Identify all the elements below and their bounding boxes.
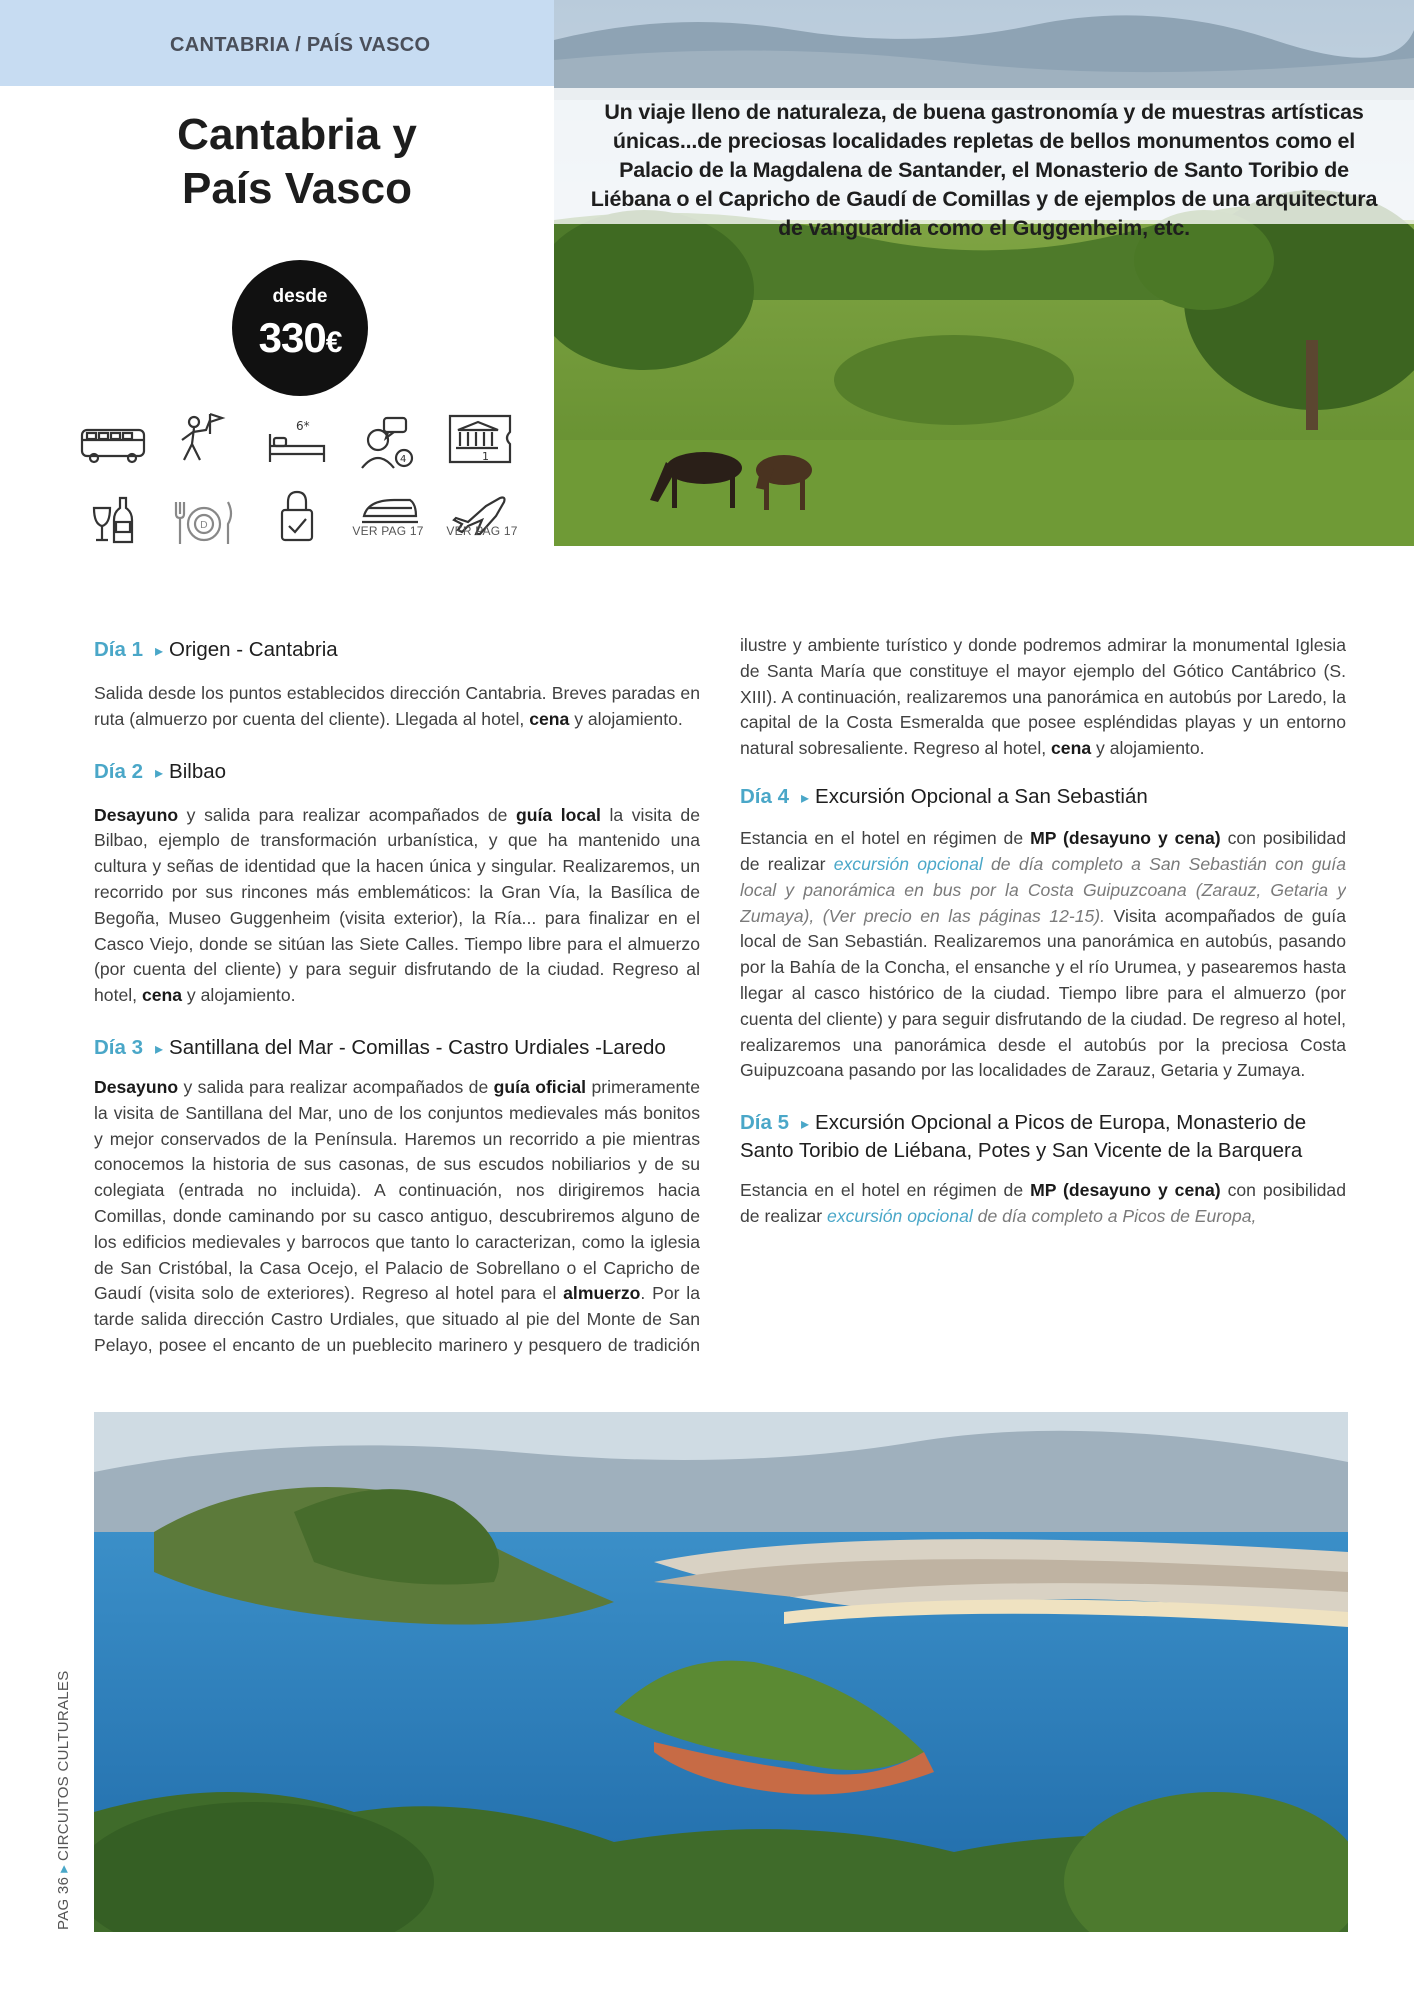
page-title: [120, 108, 474, 216]
day-3-text-overflow: ilustre y ambiente turístico y donde podremos admirar la monumental Iglesia de Santa María que constituye el mayor ejemplo del Gótico Cantábrico (S. XIII). A continuación, realizaremos una panorámica en autobús por Laredo, la capital de la Costa Esmeralda que posee espléndidas playas y un entorno natural sobresaliente. Regreso al hotel, cena y alojamiento.: [740, 634, 1346, 759]
day-3-title: Santillana del Mar - Comillas - Castro Urdiales -Laredo: [169, 1035, 666, 1059]
itinerary-right-column: [740, 633, 1346, 1373]
price-currency: €: [325, 326, 342, 359]
svg-text:1: 1: [482, 450, 489, 463]
hero-landscape-image: [554, 0, 1414, 546]
insurance-lock-icon: [262, 488, 332, 548]
chevron-right-icon: ▸: [55, 1864, 72, 1873]
chevron-right-icon: ▸: [801, 790, 810, 808]
svg-text:D: D: [200, 520, 208, 531]
chevron-right-icon: ▸: [801, 1116, 810, 1134]
day-1-number: Día 1: [94, 638, 143, 661]
day-4-heading: [740, 784, 1346, 812]
day-2-text: Desayuno y salida para realizar acompañados de guía local la visita de Bilbao, ejemplo de transformación urbanística, y que ha mantenido una cultura y señas de identidad que la hacen única y singular. Realizaremos, un recorrido por sus rincones más emblemáticos: la Gran Vía, la Basílica de Begoña, Museo Guggenheim (visita exterior), la Ría... para finalizar en el Casco Viejo, donde se sitúan las Siete Calles. Tiempo libre para el almuerzo (por cuenta del cliente) y para seguir disfrutando de la ciudad. Regreso al hotel, cena y alojamiento.: [94, 804, 701, 1006]
day-5-text: Estancia en el hotel en régimen de MP (desayuno y cena) con posibilidad de realizar excursión opcional de día completo a Picos de Europa,: [740, 1180, 1346, 1226]
wine-icon: [78, 492, 148, 552]
guide-icon: [170, 410, 240, 470]
hotel-bed-icon: [262, 414, 332, 474]
day-1-text: Salida desde los puntos establecidos dirección Cantabria. Breves paradas en ruta (almuerzo por cuenta del cliente). Llegada al hotel, cena y alojamiento.: [94, 683, 700, 729]
san-sebastian-bay-image: [94, 1412, 1348, 1932]
day-4-title: Excursión Opcional a San Sebastián: [815, 785, 1148, 809]
day-2-title: Bilbao: [169, 759, 227, 783]
day-2-heading: [94, 759, 700, 787]
day-1-title: Origen - Cantabria: [169, 638, 338, 661]
day-3-text-continued: [740, 633, 1346, 762]
day-1-heading: [94, 637, 700, 665]
region-label: CANTABRIA / PAÍS VASCO: [170, 34, 431, 56]
page-footer: [54, 1670, 72, 1930]
region-header-band: [0, 0, 554, 86]
svg-text:4: 4: [400, 454, 407, 465]
day-5-title: Excursión Opcional a Picos de Europa, Monasterio de Santo Toribio de Liébana, Potes y San Vicente de la Barquera: [740, 1111, 1307, 1163]
price-from-label: desde: [272, 286, 328, 307]
train-caption: VER PAG 17: [352, 524, 424, 538]
price-value: [232, 314, 368, 362]
audio-guide-icon: [354, 414, 424, 474]
title-line-1: Cantabria y: [177, 110, 417, 159]
chevron-right-icon: ▸: [155, 1040, 164, 1058]
meal-icon: [170, 492, 240, 552]
bus-icon: [78, 414, 148, 474]
day-3-number: Día 3: [94, 1035, 143, 1059]
price-badge: [232, 260, 368, 396]
title-line-2: País Vasco: [182, 164, 412, 213]
price-amount: 330: [258, 314, 326, 361]
chevron-right-icon: ▸: [155, 764, 164, 782]
day-4-number: Día 4: [740, 785, 789, 809]
day-5-heading: [740, 1110, 1346, 1164]
day-4-text: Estancia en el hotel en régimen de MP (desayuno y cena) con posibilidad de realizar excursión opcional de día completo a San Sebastián con guía local y panorámica en bus por la Costa Guipuzcoana (Zarauz, Getaria y Zumaya), (Ver precio en las páginas 12-15). Visita acompañados de guía local de San Sebastián. Realizaremos una panorámica en autobús, pasando por la Bahía de la Concha, el ensanche y el río Urumea, y pasearemos hasta llegar al casco histórico de la ciudad. Tiempo libre para el almuerzo (por cuenta del cliente) y para seguir disfrutando de la ciudad. De regreso al hotel, realizaremos una panorámica desde el autobús por la preciosa Costa Guipuzcoana pasando por las localidades de Zarauz, Getaria y Zumaya.: [740, 828, 1346, 1081]
svg-text:6*: 6*: [296, 419, 310, 433]
section-name: CIRCUITOS CULTURALES: [55, 1670, 72, 1861]
plane-caption: VER PAG 17: [446, 524, 518, 538]
day-3-heading: [94, 1035, 700, 1063]
monument-ticket-icon: [446, 410, 516, 470]
itinerary-left-column: [94, 637, 700, 1359]
page-number: PAG 36: [55, 1876, 72, 1930]
intro-text: Un viaje lleno de naturaleza, de buena gastronomía y de muestras artísticas únicas...de preciosas localidades repletas de bellos monumentos como el Palacio de la Magdalena de Santander, el Monasterio de Santo Toribio de Liébana o el Capricho de Gaudí de Comillas y de ejemplos de una arquitectura de vanguardia como el Guggenheim, etc.: [590, 100, 1378, 240]
chevron-right-icon: ▸: [155, 643, 164, 660]
day-3-text: Desayuno y salida para realizar acompañados de guía oficial primeramente la visita de Santillana del Mar, uno de los conjuntos medievales más bonitos y mejor conservados de la Península. Haremos un recorrido a pie mientras conocemos la historia de sus casonas, de sus escudos nobiliarios y de su colegiata (entrada no incluida). A continuación, nos dirigiremos hacia Comillas, donde caminando por su casco antiguo, descubriremos alguno de los edificios medievales y barrocos que tanto lo caracterizan, como la iglesia de San Cristóbal, la Casa Ocejo, el Palacio de Sobrellano o el Capricho de Gaudí (visita solo de exteriores). Regreso al hotel para el almuerzo. Por la tarde salida dirección Castro Urdiales, que situado al pie del Monte de San Pelayo, posee el encanto de un pueblecito marinero y pesquero de tradición: [94, 1076, 700, 1355]
day-2-number: Día 2: [94, 759, 143, 783]
day-5-number: Día 5: [740, 1111, 789, 1135]
